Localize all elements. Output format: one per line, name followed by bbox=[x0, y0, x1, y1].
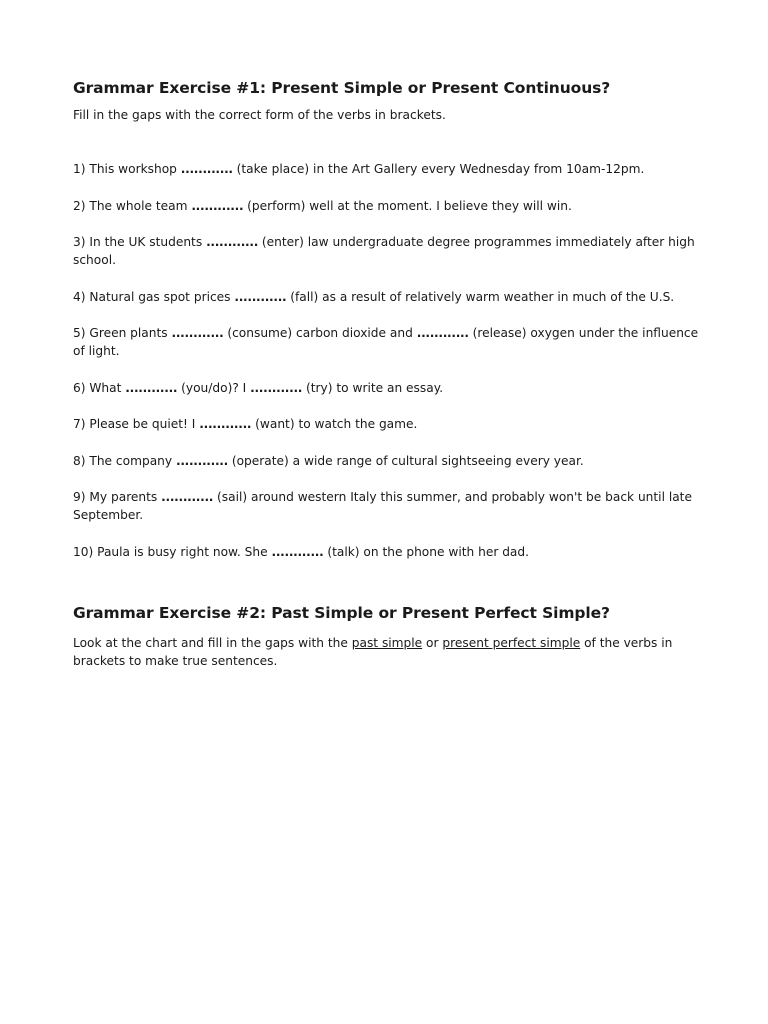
item-text: (try) to write an essay. bbox=[302, 380, 444, 395]
exercise-item bbox=[73, 415, 703, 433]
exercise-2-instruction bbox=[73, 634, 703, 670]
item-text: 3) In the UK students bbox=[73, 235, 207, 249]
item-text: (operate) a wide range of cultural sightseeing every year. bbox=[227, 453, 584, 468]
exercise-item bbox=[73, 288, 703, 306]
answer-blank[interactable]: ............ bbox=[180, 162, 233, 176]
item-text: 6) What bbox=[73, 380, 126, 395]
answer-blank[interactable]: ............ bbox=[161, 490, 214, 504]
exercise-item bbox=[73, 324, 703, 360]
item-text: 1) This workshop bbox=[73, 162, 181, 176]
item-text: 5) Green plants bbox=[73, 326, 172, 340]
answer-blank[interactable]: ............ bbox=[171, 326, 224, 340]
exercise-item bbox=[73, 160, 703, 178]
item-text: (enter) law undergraduate degree programmes immediately after high school. bbox=[73, 235, 695, 267]
item-text: (fall) as a result of relatively warm weather in much of the U.S. bbox=[286, 289, 675, 304]
answer-blank[interactable]: ............ bbox=[125, 380, 178, 395]
exercise-1 bbox=[73, 78, 703, 561]
item-text: (talk) on the phone with her dad. bbox=[323, 544, 530, 559]
answer-blank[interactable]: ............ bbox=[191, 198, 244, 213]
answer-blank[interactable]: ............ bbox=[175, 453, 228, 468]
exercise-item bbox=[73, 488, 703, 524]
instruction-text: or bbox=[422, 635, 443, 650]
exercise-2-title: Grammar Exercise #2: Past Simple or Present Perfect Simple? bbox=[73, 603, 610, 622]
instruction-text: of the verbs in brackets to make true sentences. bbox=[73, 635, 673, 668]
answer-blank[interactable]: ............ bbox=[271, 544, 324, 559]
exercise-item bbox=[73, 379, 703, 397]
term-past-simple: past simple bbox=[351, 635, 423, 650]
item-text: (want) to watch the game. bbox=[251, 417, 418, 431]
answer-blank[interactable]: ............ bbox=[199, 417, 252, 431]
instruction-text: Look at the chart and fill in the gaps with the bbox=[73, 635, 352, 650]
item-text: (perform) well at the moment. I believe they will win. bbox=[243, 198, 572, 213]
item-text: (sail) around western Italy this summer, and probably won't be back until late September. bbox=[73, 490, 692, 522]
exercise-item bbox=[73, 197, 703, 215]
item-text: (release) oxygen under the influence of light. bbox=[73, 326, 699, 358]
exercise-item bbox=[73, 543, 703, 561]
answer-blank[interactable]: ............ bbox=[416, 326, 469, 340]
item-text: 7) Please be quiet! I bbox=[73, 417, 200, 431]
exercise-2 bbox=[73, 603, 703, 670]
worksheet bbox=[73, 78, 703, 670]
exercise-1-instruction: Fill in the gaps with the correct form of the verbs in brackets. bbox=[73, 108, 446, 122]
answer-blank[interactable]: ............ bbox=[206, 235, 259, 249]
answer-blank[interactable]: ............ bbox=[234, 289, 287, 304]
item-text: (consume) carbon dioxide and bbox=[223, 326, 417, 340]
exercise-1-items bbox=[73, 160, 703, 561]
exercise-1-title: Grammar Exercise #1: Present Simple or Present Continuous? bbox=[73, 79, 611, 97]
exercise-item bbox=[73, 233, 703, 269]
exercise-item bbox=[73, 452, 703, 470]
item-text: 9) My parents bbox=[73, 490, 162, 504]
item-text: 8) The company bbox=[73, 453, 176, 468]
item-text: (you/do)? I bbox=[177, 380, 251, 395]
item-text: 10) Paula is busy right now. She bbox=[73, 544, 272, 559]
item-text: 4) Natural gas spot prices bbox=[73, 289, 235, 304]
item-text: (take place) in the Art Gallery every Wednesday from 10am-12pm. bbox=[232, 162, 645, 176]
item-text: 2) The whole team bbox=[73, 198, 192, 213]
term-present-perfect-simple: present perfect simple bbox=[442, 635, 581, 650]
answer-blank[interactable]: ............ bbox=[250, 380, 303, 395]
